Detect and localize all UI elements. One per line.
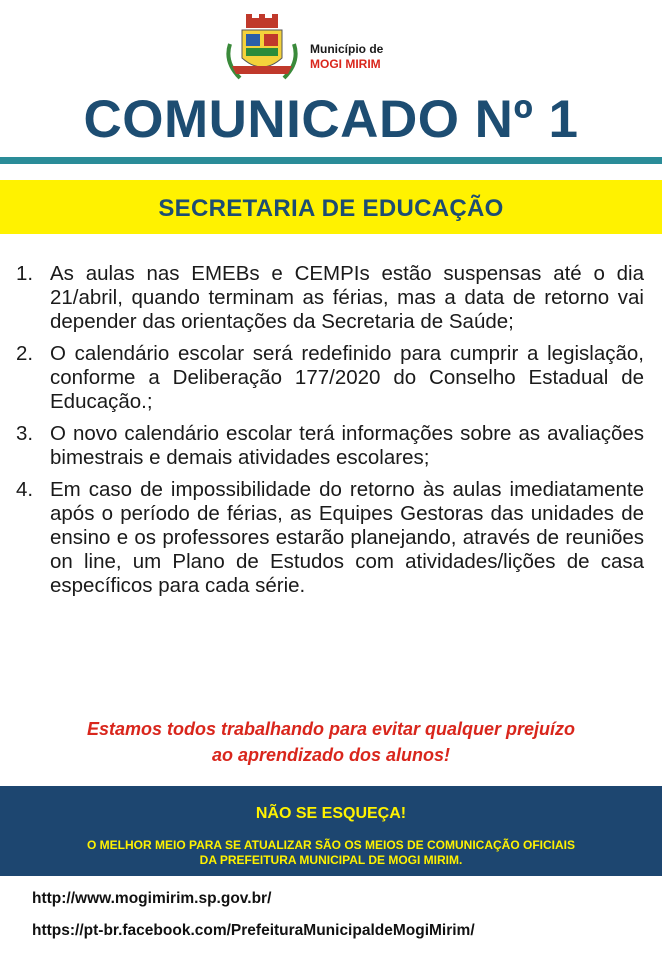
footer-title: NÃO SE ESQUEÇA!	[255, 805, 407, 822]
footer-line: DA PREFEITURA MUNICIPAL DE MOGI MIRIM.	[199, 853, 463, 867]
item-number: 4.	[16, 478, 34, 501]
section-title: SECRETARIA DE EDUCAÇÃO	[158, 195, 504, 222]
municipality-label: Município de	[310, 42, 384, 56]
item-number: 3.	[16, 422, 34, 445]
page-title: COMUNICADO Nº 1	[83, 90, 579, 149]
item-text: As aulas nas EMEBs e CEMPIs estão suspensas até o dia 21/abril, quando terminam as férias, mas a data de retorno vai depender das orientações da Secretaria de Saúde;	[50, 262, 644, 333]
municipality-name: MOGI MIRIM	[310, 57, 381, 71]
item-number: 1.	[16, 262, 34, 285]
links	[32, 890, 475, 954]
list-item	[16, 478, 644, 598]
footer-line: O MELHOR MEIO PARA SE ATUALIZAR SÃO OS MEIOS DE COMUNICAÇÃO OFICIAIS	[86, 838, 575, 852]
municipal-crest-icon	[222, 14, 302, 84]
item-text: O calendário escolar será redefinido para cumprir a legislação, conforme a Deliberação 177/2020 do Conselho Estadual de Educação.;	[50, 342, 644, 413]
closing-message	[0, 716, 662, 768]
header	[0, 0, 662, 88]
website-link[interactable]: http://www.mogimirim.sp.gov.br/	[32, 890, 272, 907]
divider	[0, 157, 662, 164]
list-item	[16, 422, 644, 470]
footer-subtitle	[0, 838, 662, 868]
footer-banner	[0, 786, 662, 876]
notice-list	[16, 262, 644, 606]
section-banner	[0, 180, 662, 234]
closing-line: ao aprendizado dos alunos!	[211, 745, 451, 765]
facebook-link[interactable]: https://pt-br.facebook.com/PrefeituraMunicipaldeMogiMirim/	[32, 922, 475, 939]
list-item	[16, 342, 644, 414]
item-text: Em caso de impossibilidade do retorno às aulas imediatamente após o período de férias, as Equipes Gestoras das unidades de ensino e os professores estarão planejando, através de reuniões on line, um Plano de Estudos com atividades/lições de casa específicos para cada série.	[50, 478, 644, 597]
item-number: 2.	[16, 342, 34, 365]
item-text: O novo calendário escolar terá informações sobre as avaliações bimestrais e demais atividades escolares;	[50, 422, 644, 469]
closing-line: Estamos todos trabalhando para evitar qualquer prejuízo	[86, 719, 576, 739]
list-item	[16, 262, 644, 334]
